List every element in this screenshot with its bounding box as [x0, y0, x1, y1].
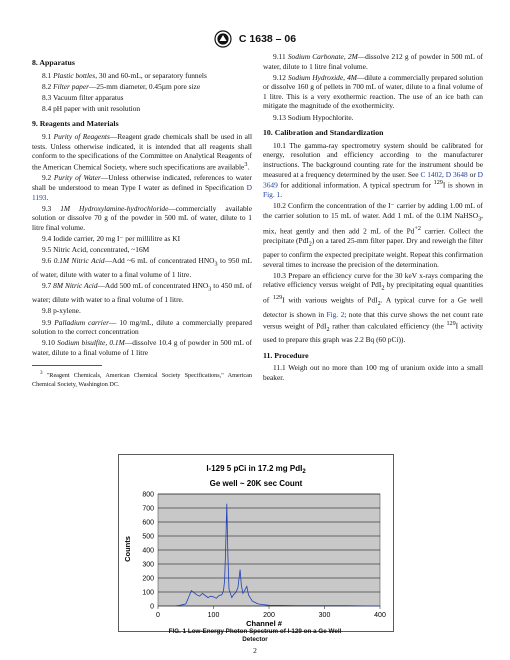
paragraph: 9.11 Sodium Carbonate, 2M—dissolve 212 g of powder in 500 mL of water, dilute to 1 litre final volume.	[263, 52, 484, 71]
paragraph: 9.2 Purity of Water—Unless otherwise indicated, references to water shall be understood to mean Type I water as defined in Specification D 1193.	[32, 173, 252, 202]
ref-link[interactable]: D 3648	[445, 169, 468, 179]
paragraph: 10.2 Confirm the concentration of the I⁻ carrier by adding 1.00 mL of the carrier solution to 15 mL of water. Add 1 mL of the 0.1M NaHSO$_3$, mix, heat gently and then add 2 mL of the $Pd^{+2}$ carrier. Collect the precipitate (PdI$_2$) on a tared 25-mm filter paper. Dry and reweigh the filter paper to confirm the expected precipitate weight. Repeat this confirmation several times to increase the precision of the determination.	[263, 201, 483, 269]
ref-link[interactable]: D 3649	[263, 169, 484, 190]
y-tick-label: 800	[142, 491, 154, 499]
astm-logo-icon	[214, 30, 232, 48]
y-tick-label: 100	[142, 589, 154, 597]
section-heading: 9. Reagents and Materials	[32, 119, 119, 129]
y-tick-label: 400	[142, 547, 154, 555]
x-tick-label: 300	[318, 612, 331, 619]
x-tick-label: 400	[374, 612, 386, 619]
figure-link[interactable]: Fig. 1	[263, 190, 281, 200]
paragraph: 9.12 Sodium Hydroxide, 4M—dilute a commercially prepared solution or dissolve 160 g of pellets in 700 mL of water, dilute to a final volume of 1 litre. This is a very exothermic reaction. The use of an ice bath can mitigate the magnitude of the exothermicity.	[263, 72, 483, 111]
footnote: $^3$ "Reagent Chemicals, American Chemical Society Specifications," American Chemical Society, Washington DC.	[32, 370, 252, 388]
y-tick-label: 0	[150, 603, 154, 611]
paragraph: 8.1 Plastic bottles, 30 and 60-mL, or separatory funnels	[42, 70, 207, 80]
x-tick-label: 0	[156, 612, 160, 619]
x-tick-label: 200	[263, 612, 275, 619]
y-tick-label: 300	[142, 561, 154, 569]
ref-link[interactable]: C 1402	[420, 169, 443, 179]
chart-title-line1: I-129 5 pCi in 17.2 mg PdI$_2$	[206, 464, 306, 475]
footnote-divider	[32, 365, 102, 366]
chart-title-line2: Ge well ~ 20K sec Count	[209, 479, 303, 488]
paragraph: 9.1 Purity of Reagents—Reagent grade chemicals shall be used in all tests. Unless otherwise indicated, it is intended that all reagents shall conform to the specifications of the Committee on Analytical Reagents of the American Chemical Society, where such specifications are available$^3$.	[32, 132, 252, 172]
section-heading: 10. Calibration and Standardization	[263, 128, 384, 138]
y-axis-label: Counts	[123, 536, 132, 562]
paragraph: 11.1 Weigh out no more than 100 mg of uranium oxide into a small beaker.	[263, 363, 483, 382]
paragraph: 9.8 p-xylene.	[42, 306, 81, 316]
right-column	[263, 52, 483, 384]
paragraph: 10.3 Prepare an efficiency curve for the 30 keV x-rays comparing the relative efficiency versus weight of PdI$_2$ by precipitating equal quantities of $^{129}$I with various weights of PdI$_2$. A typical curve for a Ge well detector is shown in Fig. 2; note that this curve shows the net count rate versus weight of PdI$_2$ rather than calculated efficiency (the $^{129}$I activity used to prepare this graph was 2.2 Bq (60 pCi)).	[263, 270, 484, 345]
paragraph: 9.3 1M Hydroxylamine-hydrochloride—commercially available solution or dissolve 70 g of the powder in 500 mL of water, dilute to 1 litre final volume.	[32, 203, 253, 232]
spectrum-chart	[118, 454, 394, 632]
section-heading: 11. Procedure	[263, 350, 309, 360]
y-axis-ticks	[142, 492, 154, 611]
paragraph: 9.5 Nitric Acid, concentrated, ~16M	[42, 245, 150, 255]
spec-link[interactable]: D 1193	[32, 183, 252, 202]
y-tick-label: 200	[142, 575, 154, 583]
paragraph: 9.13 Sodium Hypochlorite.	[273, 112, 354, 122]
section-heading: 8. Apparatus	[32, 58, 75, 67]
x-tick-label: 100	[207, 612, 220, 619]
paragraph: 9.6 0.1M Nitric Acid—Add ~6 mL of concentrated $HNO_3$ to 950 mL of water, dilute with water to a final volume of 1 litre.	[32, 256, 252, 280]
paragraph: 9.7 8M Nitric Acid—Add 500 mL of concentrated $HNO_3$ to 450 mL of water; dilute with water to a final volume of 1 litre.	[32, 281, 253, 305]
y-tick-label: 600	[142, 519, 154, 527]
y-tick-label: 500	[142, 533, 154, 541]
paragraph: 8.4 pH paper with unit resolution	[42, 103, 141, 113]
designation: C 1638 – 06	[238, 33, 297, 46]
x-axis-label: Channel #	[246, 619, 282, 628]
paragraph: 8.2 Filter paper—25-mm diameter, 0.45µm pore size	[42, 81, 201, 91]
paragraph: 10.1 The gamma-ray spectrometry system should be calibrated for energy, resolution and efficiency according to the manufacturer instructions. The background counting rate for the instrument should be measured at a frequency determined by the user. See C 1402, D 3648 or D 3649 for additional information. A typical spectrum for $^{129}$I is shown in Fig. 1.	[263, 140, 484, 200]
paragraph: 9.9 Palladium carrier— 10 mg/mL, dilute a commercially prepared solution to the correct concentration	[32, 317, 252, 337]
y-tick-label: 700	[142, 505, 154, 513]
page-number: 2	[253, 646, 257, 655]
left-column	[32, 52, 252, 390]
paragraph: 8.3 Vacuum filter apparatus	[42, 92, 124, 102]
paragraph: 9.4 Iodide carrier, 20 mg I⁻ per millilitre as KI	[42, 233, 181, 243]
paragraph: 9.10 Sodium bisulfite, 0.1M—dissolve 10.4 g of powder in 500 mL of water, dilute to a final volume of 1 litre	[32, 338, 252, 357]
page-header	[0, 30, 510, 48]
figure-link[interactable]: Fig. 2	[326, 309, 345, 319]
figure-caption: FIG. 1 Low-Energy Photon Spectrum of I-129 on a Ge Well Detector	[168, 628, 342, 643]
